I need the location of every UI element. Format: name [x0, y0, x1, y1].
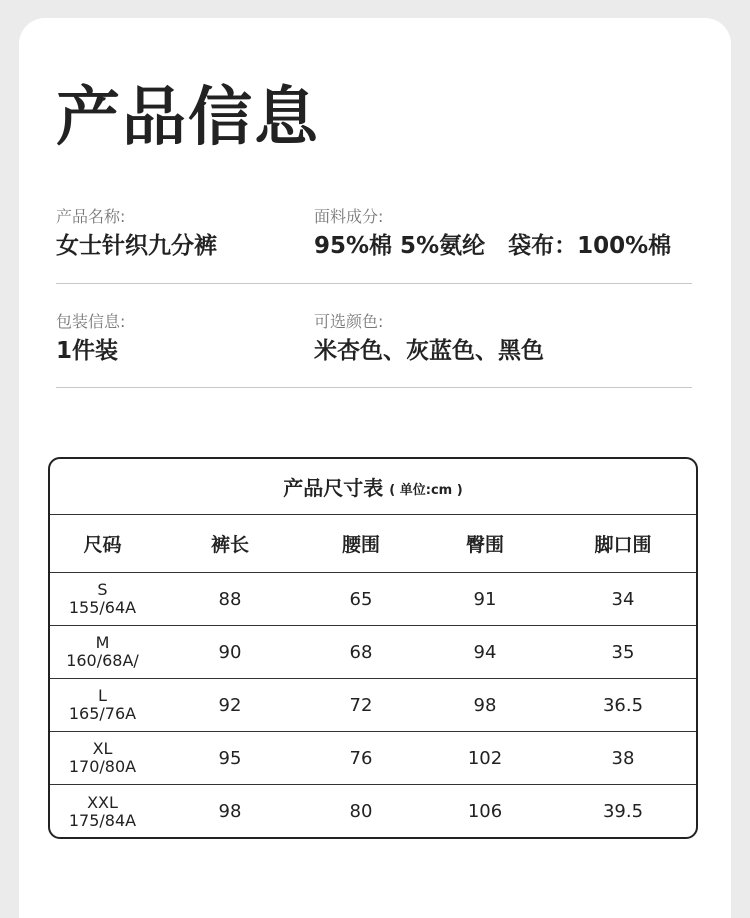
hip-cell: 102 — [467, 747, 503, 769]
header-hip: 臀围 — [465, 534, 504, 556]
packaging-value: 1件装 — [56, 338, 119, 364]
colors-value: 米杏色、灰蓝色、黑色 — [314, 338, 544, 364]
table-row — [50, 732, 696, 785]
size-code: XXL — [87, 792, 118, 812]
size-cell — [50, 740, 155, 776]
size-spec: 160/68A/ — [66, 651, 139, 670]
packaging-field — [56, 312, 125, 366]
waist-cell: 68 — [349, 641, 373, 663]
size-code: M — [95, 633, 110, 652]
product-name-value: 女士针织九分裤 — [56, 233, 217, 259]
table-row — [50, 785, 696, 838]
hip-cell: 98 — [473, 694, 497, 716]
table-row — [50, 573, 696, 626]
fabric-value: 95%棉 5%氨纶 袋布：100%棉 — [314, 233, 672, 259]
size-table-caption — [50, 459, 696, 515]
length-cell: 92 — [218, 694, 242, 716]
hip-cell: 91 — [473, 588, 497, 610]
size-cell — [50, 687, 155, 723]
waist-cell: 72 — [349, 694, 373, 716]
waist-cell: 80 — [349, 801, 373, 822]
divider — [56, 283, 692, 284]
hem-cell: 35 — [611, 641, 635, 663]
hem-cell: 34 — [611, 588, 635, 610]
size-table-title: 产品尺寸表 — [283, 476, 384, 500]
product-name-label: 产品名称: — [56, 207, 126, 226]
waist-cell: 76 — [349, 747, 373, 769]
size-spec: 165/76A — [68, 704, 137, 723]
waist-cell: 65 — [349, 588, 373, 610]
colors-label: 可选颜色: — [314, 312, 384, 331]
header-size: 尺码 — [83, 534, 122, 556]
hem-cell: 36.5 — [602, 694, 644, 716]
size-spec: 155/64A — [68, 598, 137, 617]
header-hem: 脚口围 — [594, 534, 652, 556]
colors-field — [314, 312, 544, 366]
size-spec: 175/84A — [68, 810, 137, 830]
product-name-field — [56, 207, 217, 261]
size-code: L — [98, 686, 107, 705]
size-cell — [50, 634, 155, 670]
length-cell: 95 — [218, 747, 242, 769]
packaging-label: 包装信息: — [56, 312, 126, 331]
table-row — [50, 679, 696, 732]
fabric-field — [314, 207, 671, 261]
length-cell: 88 — [218, 588, 242, 610]
header-length: 裤长 — [210, 534, 249, 556]
length-cell: 98 — [218, 801, 242, 822]
size-code: S — [97, 580, 108, 599]
size-code: XL — [92, 739, 113, 758]
size-spec: 170/80A — [68, 757, 137, 776]
hem-cell: 38 — [611, 747, 635, 769]
header-waist: 腰围 — [341, 534, 380, 556]
size-cell — [50, 794, 155, 830]
divider — [56, 387, 692, 388]
hip-cell: 94 — [473, 641, 497, 663]
table-row — [50, 626, 696, 679]
size-table-unit: ( 单位:cm ) — [389, 483, 463, 498]
hip-cell: 106 — [467, 801, 503, 822]
length-cell: 90 — [218, 641, 242, 663]
size-table-header-row — [50, 515, 696, 573]
fabric-label: 面料成分: — [314, 207, 384, 226]
hem-cell: 39.5 — [602, 801, 644, 822]
size-cell — [50, 581, 155, 617]
size-table — [48, 457, 698, 839]
page-title: 产品信息 — [56, 81, 320, 155]
